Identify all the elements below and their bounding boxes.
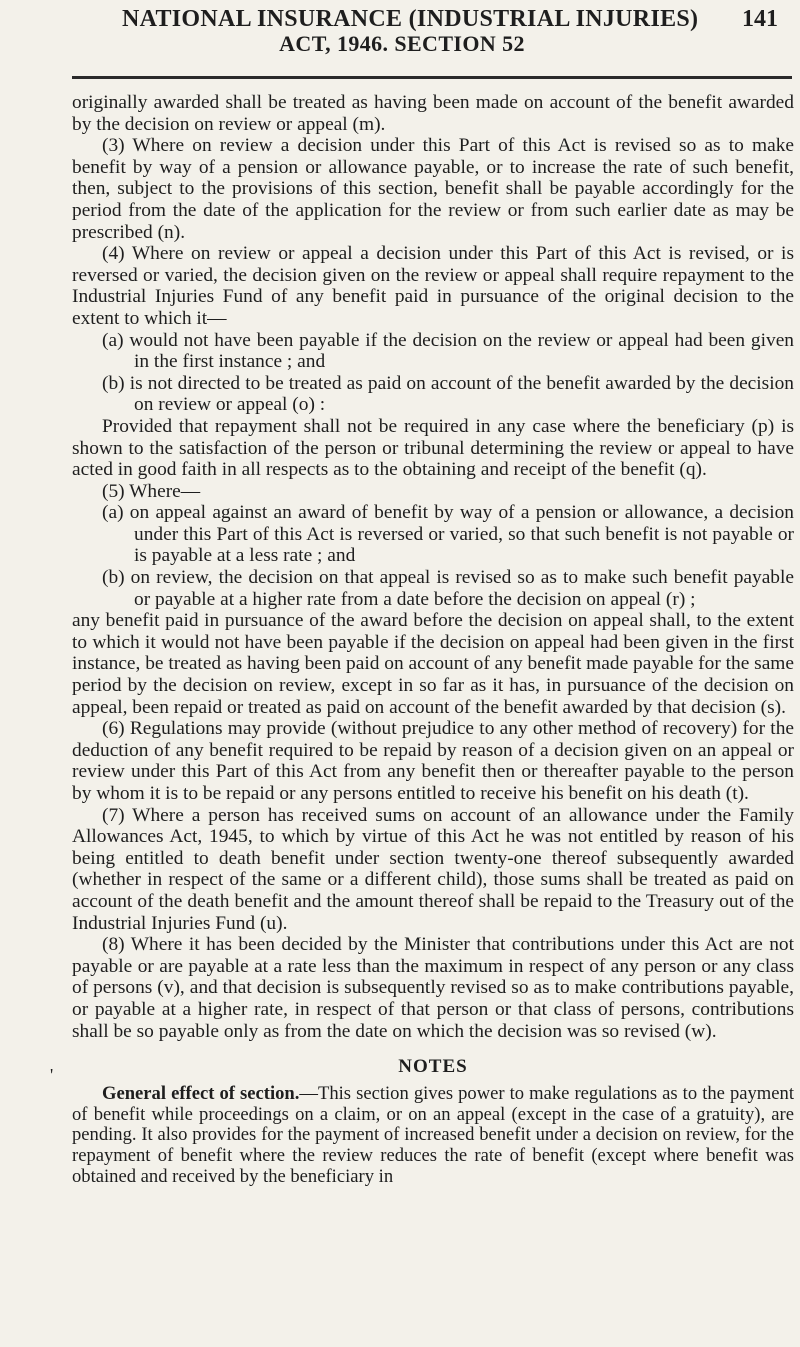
subsection-5-b: (b) on review, the decision on that appeal is revised so as to make such benefit payable or payable at a higher rate from a date before the decision on appeal (r) ; <box>102 567 794 610</box>
subsection-4-proviso: Provided that repayment shall not be required in any case where the beneficiary (p) is shown to the satisfaction of the person or tribunal determining the review or appeal to have acted in good faith in all respects as to the obtaining and receipt of the benefit (q). <box>72 415 794 481</box>
subsection-4-a: (a) would not have been payable if the decision on the review or appeal had been given in the first instance ; and <box>102 329 794 373</box>
subsection-7: (7) Where a person has received sums on account of an allowance under the Family Allowances Act, 1945, to which by virtue of this Act he was not entitled by reason of his being entitled to death benefit under section twenty-one thereof subsequently awarded (whether in respect of the same or a different child), those sums shall be treated as paid on account of the death benefit and the amount thereof shall be repaid to the Treasury out of the Industrial Injuries Fund (u). <box>72 804 794 934</box>
notes-paragraph <box>72 1084 794 1188</box>
subsection-6: (6) Regulations may provide (without prejudice to any other method of recovery) for the deduction of any benefit required to be repaid by reason of a decision given on an appeal or review under this Part of this Act from any benefit then or thereafter payable to the person by whom it is to be repaid or any persons entitled to receive his benefit on his death (t). <box>72 718 794 804</box>
running-head <box>0 6 800 62</box>
subsection-5-continuation: any benefit paid in pursuance of the award before the decision on appeal shall, to the extent to which it would not have been payable if the decision on appeal had been given in the first instance, be treated as having been paid on account of any benefit made payable for the same period by the decision on review, except in so far as it has, in pursuance of the decision on appeal, been repaid or treated as paid on account of the benefit awarded by that decision (s). <box>72 610 794 718</box>
margin-mark: ' <box>50 1065 54 1085</box>
subsection-5-a: (a) on appeal against an award of benefit by way of a pension or allowance, a decision under this Part of this Act is reversed or varied, so that such benefit is not payable or is payable at a less rate ; and <box>102 502 794 567</box>
subsection-4: (4) Where on review or appeal a decision under this Part of this Act is revised, or is reversed or varied, the decision given on the review or appeal shall require repayment to the Industrial Injuries Fund of any benefit paid in pursuance of the original decision to the extent to which it— <box>72 243 794 329</box>
section-body <box>72 92 794 1188</box>
subsection-4-b: (b) is not directed to be treated as paid on account of the benefit awarded by the decision on review or appeal (o) : <box>102 372 794 416</box>
subsection-3: (3) Where on review a decision under this Part of this Act is revised so as to make benefit by way of a pension or allowance payable, or to increase the rate of such benefit, then, subject to the provisions of this section, benefit shall be payable accordingly for the period from the date of the application for the review or from such earlier date as may be prescribed (n). <box>72 135 794 243</box>
page-number: 141 <box>742 6 778 32</box>
subsection-5: (5) Where— <box>102 480 201 502</box>
subsection-8: (8) Where it has been decided by the Minister that contributions under this Act are not payable or are payable at a rate less than the maximum in respect of any person or any class of persons (v), and that decision is subsequently revised so as to make contributions payable, or payable at a higher rate, in respect of that person or that class of persons, contributions shall be so payable only as from the date on which the decision was so revised (w). <box>72 934 794 1042</box>
header-title: NATIONAL INSURANCE (INDUSTRIAL INJURIES) <box>122 6 699 32</box>
header-rule <box>72 76 792 79</box>
notes-lead: General effect of section. <box>102 1082 300 1104</box>
notes-heading: NOTES <box>398 1056 468 1078</box>
paragraph-continuation: originally awarded shall be treated as having been made on account of the benefit awarded by the decision on review or appeal (m). <box>72 92 794 135</box>
notes-text: —This section gives power to make regulations as to the payment of benefit while proceedings on a claim, or on an appeal (except in the case of a gratuity), are pending. It also provides for the payment of increased benefit under a decision on review, for the repayment of benefit where the review reduces the rate of benefit (except where benefit was obtained and received by the beneficiary in <box>72 1082 794 1187</box>
header-subtitle: ACT, 1946. SECTION 52 <box>279 31 525 56</box>
